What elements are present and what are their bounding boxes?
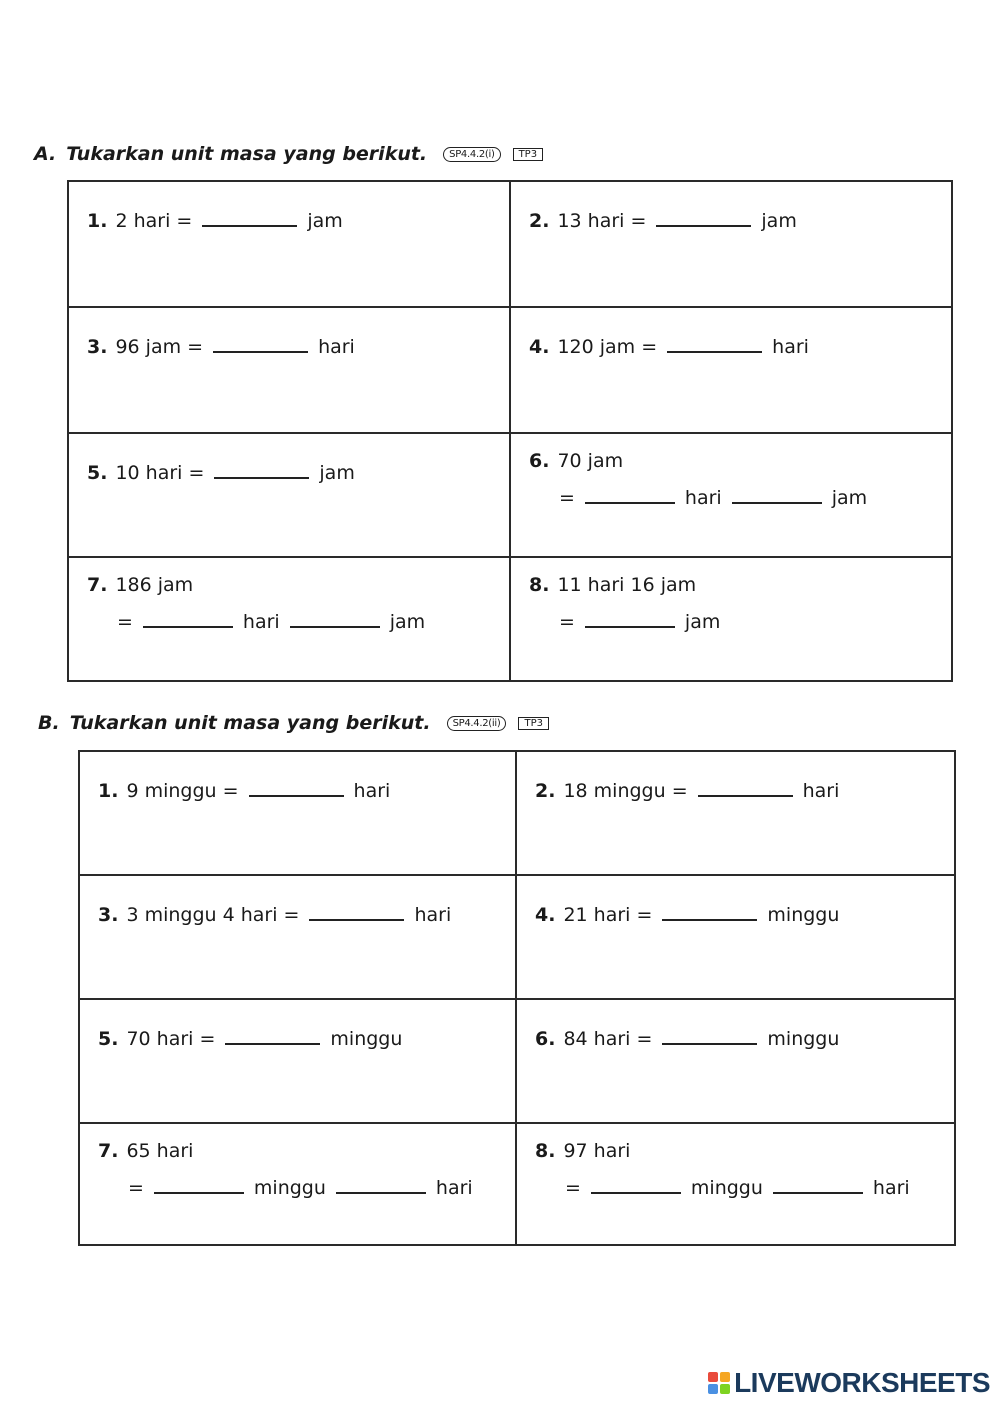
unit-label-2: hari [435,1177,473,1199]
question-number: 7. [98,1140,119,1162]
logo-square-3 [708,1384,718,1394]
question-text: 96 jam = [115,336,204,358]
unit-label: hari [802,780,840,802]
question-text: 2 hari = [115,210,193,232]
question-cell-b2 [516,751,955,875]
logo-square-2 [720,1372,730,1382]
question-number: 3. [87,336,108,358]
answer-blank[interactable] [656,224,751,227]
section-b-title: Tukarkan unit masa yang berikut. [69,712,431,734]
question-number: 6. [529,450,550,472]
answer-blank[interactable] [698,794,793,797]
unit-label: minggu [767,1028,840,1050]
section-b-letter: B. [38,712,60,734]
question-text: 70 hari = [126,1028,216,1050]
answer-blank[interactable] [309,918,404,921]
question-text: 186 jam [115,574,194,596]
answer-blank-1[interactable] [591,1191,681,1194]
question-number: 6. [535,1028,556,1050]
question-cell-a6 [510,433,952,557]
liveworksheets-logo[interactable] [708,1367,990,1399]
section-b-level-badge: TP3 [518,717,549,730]
unit-label-2: hari [872,1177,910,1199]
logo-square-1 [708,1372,718,1382]
section-a-table [67,180,953,682]
answer-blank-1[interactable] [585,625,675,628]
question-text: 9 minggu = [126,780,239,802]
question-cell-b8 [516,1123,955,1245]
answer-blank-2[interactable] [773,1191,863,1194]
question-cell-b3 [79,875,516,999]
question-cell-a1 [68,181,510,307]
question-number: 7. [87,574,108,596]
section-a-code-badge: SP4.4.2(i) [443,147,500,162]
section-a-heading [34,143,543,165]
question-number: 2. [529,210,550,232]
unit-label-2: jam [389,611,426,633]
question-cell-b4 [516,875,955,999]
question-cell-b5 [79,999,516,1123]
question-text: 11 hari 16 jam [557,574,697,596]
answer-blank[interactable] [662,1042,757,1045]
unit-label-1: jam [684,611,721,633]
unit-label: hari [414,904,452,926]
equals-sign: = [559,487,575,509]
unit-label: minggu [767,904,840,926]
equals-sign: = [559,611,575,633]
unit-label-1: minggu [253,1177,326,1199]
question-cell-a4 [510,307,952,433]
question-number: 4. [535,904,556,926]
answer-blank-1[interactable] [154,1191,244,1194]
logo-icon [708,1372,730,1394]
question-cell-a5 [68,433,510,557]
question-text: 10 hari = [115,462,205,484]
question-text: 18 minggu = [563,780,688,802]
answer-blank-2[interactable] [290,625,380,628]
logo-text: LIVEWORKSHEETS [734,1367,990,1398]
question-cell-a7 [68,557,510,681]
answer-blank[interactable] [202,224,297,227]
answer-blank-2[interactable] [732,501,822,504]
question-text: 97 hari [563,1140,631,1162]
unit-label: hari [772,336,809,358]
question-text: 21 hari = [563,904,653,926]
question-cell-b7 [79,1123,516,1245]
question-number: 5. [87,462,108,484]
equals-sign: = [117,611,133,633]
logo-square-4 [720,1384,730,1394]
unit-label: jam [319,462,355,484]
question-text: 3 minggu 4 hari = [126,904,300,926]
section-b-heading [38,712,549,734]
equals-sign: = [128,1177,144,1199]
unit-label-1: hari [242,611,280,633]
unit-label: minggu [330,1028,403,1050]
section-a-title: Tukarkan unit masa yang berikut. [66,143,428,165]
answer-blank[interactable] [225,1042,320,1045]
answer-blank[interactable] [662,918,757,921]
unit-label-2: jam [831,487,868,509]
unit-label: jam [307,210,343,232]
section-a-level-badge: TP3 [513,148,544,161]
section-b-code-badge: SP4.4.2(ii) [447,716,507,731]
question-text: 65 hari [126,1140,194,1162]
question-text: 84 hari = [563,1028,653,1050]
question-number: 4. [529,336,550,358]
question-number: 1. [98,780,119,802]
answer-blank-2[interactable] [336,1191,426,1194]
section-b-table [78,750,956,1246]
question-number: 3. [98,904,119,926]
question-cell-a2 [510,181,952,307]
unit-label-1: hari [684,487,722,509]
answer-blank[interactable] [214,476,309,479]
section-a-letter: A. [34,143,57,165]
question-text: 70 jam [557,450,624,472]
answer-blank[interactable] [213,350,308,353]
question-number: 5. [98,1028,119,1050]
question-text: 13 hari = [557,210,647,232]
question-cell-b6 [516,999,955,1123]
question-text: 120 jam = [557,336,658,358]
answer-blank-1[interactable] [585,501,675,504]
unit-label: hari [353,780,391,802]
equals-sign: = [565,1177,581,1199]
question-cell-b1 [79,751,516,875]
unit-label-1: minggu [690,1177,763,1199]
question-cell-a3 [68,307,510,433]
answer-blank-1[interactable] [143,625,233,628]
question-number: 8. [529,574,550,596]
unit-label: jam [761,210,797,232]
question-number: 8. [535,1140,556,1162]
question-number: 2. [535,780,556,802]
answer-blank[interactable] [667,350,762,353]
question-number: 1. [87,210,108,232]
question-cell-a8 [510,557,952,681]
answer-blank[interactable] [249,794,344,797]
unit-label: hari [318,336,355,358]
